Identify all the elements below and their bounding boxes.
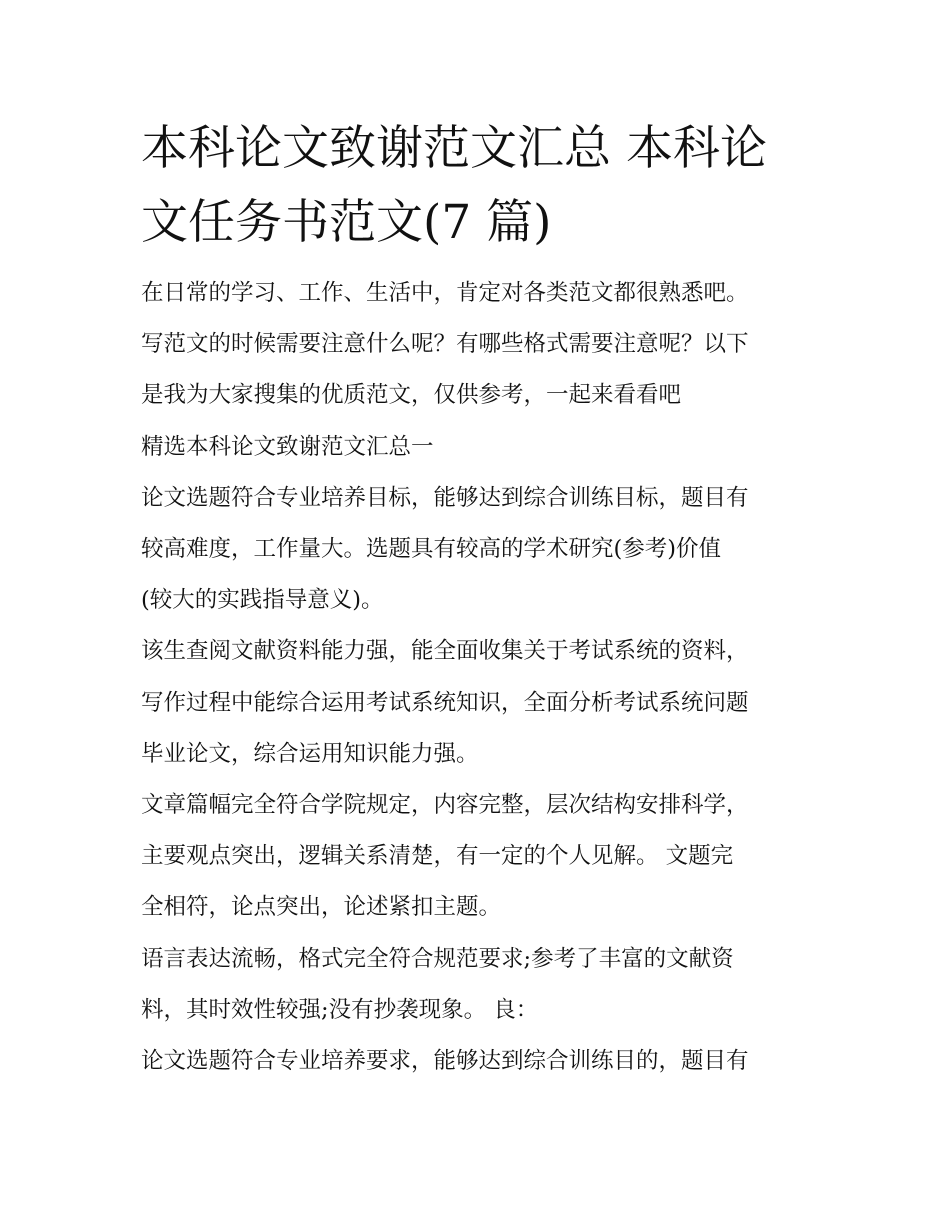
paragraph-structure — [141, 780, 821, 934]
paragraph-topic — [141, 473, 821, 627]
paragraph-language — [141, 934, 821, 1036]
text-line: 较高难度，工作量大。选题具有较高的学术研究(参考)价值 — [141, 536, 722, 563]
text-line: 在日常的学习、工作、生活中，肯定对各类范文都很熟悉吧。 — [141, 280, 749, 306]
title-line: 本科论文致谢范文汇总 本科论 — [141, 121, 767, 176]
text-line: 精选本科论文致谢范文汇总一 — [141, 433, 434, 460]
text-line: 该生查阅文献资料能力强，能全面收集关于考试系统的资料， — [141, 638, 749, 665]
text-line: 论文选题符合专业培养目标，能够达到综合训练目标，题目有 — [141, 484, 749, 511]
text-line: 主要观点突出，逻辑关系清楚，有一定的个人见解。 文题完 — [141, 843, 734, 870]
paragraph-research — [141, 626, 821, 780]
text-line: 是我为大家搜集的优质范文，仅供参考，一起来看看吧 — [141, 382, 682, 409]
paragraph-good — [141, 1036, 821, 1087]
title-line: 文任务书范文(7 篇) — [141, 195, 552, 250]
document-page — [141, 112, 821, 1087]
text-line: 毕业论文，综合运用知识能力强。 — [141, 740, 479, 767]
document-title — [141, 112, 821, 260]
text-line: 文章篇幅完全符合学院规定，内容完整，层次结构安排科学， — [141, 792, 749, 819]
text-line: 料，其时效性较强;没有抄袭现象。 良： — [141, 996, 539, 1023]
text-line: 写作过程中能综合运用考试系统知识，全面分析考试系统问题 — [141, 689, 749, 716]
document-body — [141, 268, 821, 1087]
paragraph-intro — [141, 268, 821, 422]
section-heading — [141, 422, 821, 473]
text-line: 语言表达流畅，格式完全符合规范要求;参考了丰富的文献资 — [141, 945, 734, 972]
text-line: 写范文的时候需要注意什么呢？有哪些格式需要注意呢？以下 — [141, 331, 749, 358]
text-line: 论文选题符合专业培养要求，能够达到综合训练目的，题目有 — [141, 1048, 749, 1075]
text-line: 全相符，论点突出，论述紧扣主题。 — [141, 894, 502, 921]
text-line: (较大的实践指导意义)。 — [141, 587, 384, 614]
